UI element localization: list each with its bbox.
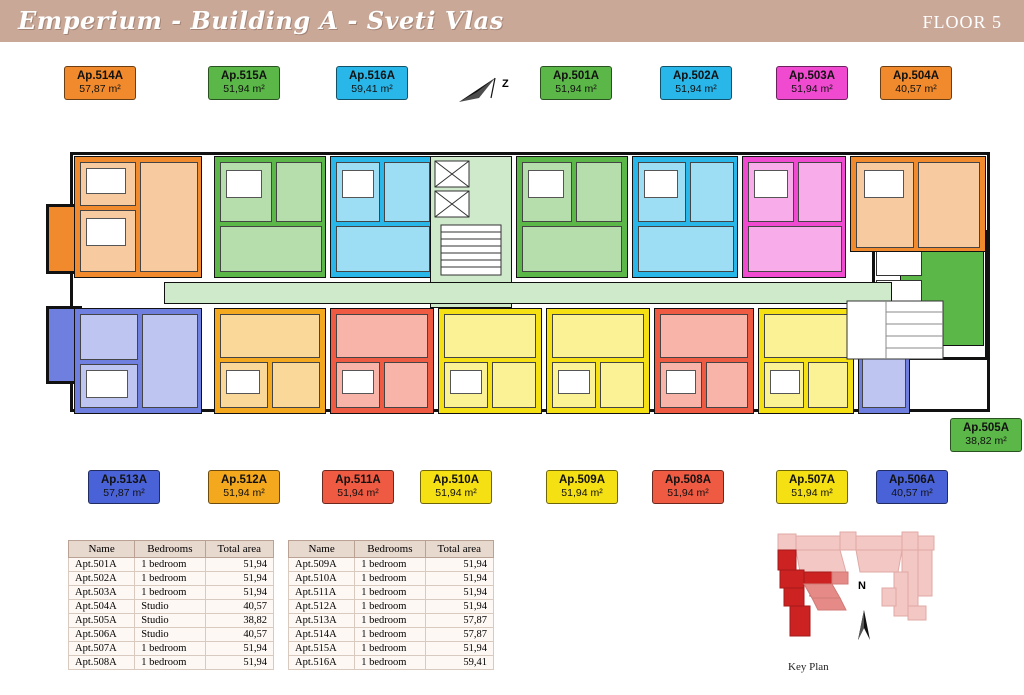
unit-chip-ap-505a[interactable] bbox=[950, 418, 1022, 452]
fixture bbox=[86, 218, 126, 246]
floor-label: FLOOR 5 bbox=[922, 12, 1002, 32]
table-header: Name bbox=[69, 541, 135, 558]
fixture bbox=[644, 170, 678, 198]
unit-chip-ap-516a[interactable] bbox=[336, 66, 408, 100]
unit-label-area: 51,94 m² bbox=[667, 487, 709, 500]
cell-bedrooms: 1 bedroom bbox=[355, 572, 425, 586]
room-partition bbox=[140, 162, 198, 272]
cell-name: Apt.506A bbox=[69, 628, 135, 642]
unit-label-area: 57,87 m² bbox=[79, 83, 121, 96]
cell-area: 51,94 bbox=[205, 642, 273, 656]
unit-label-area: 59,41 m² bbox=[351, 83, 393, 96]
cell-name: Apt.515A bbox=[289, 642, 355, 656]
unit-label-name: Ap.515A bbox=[220, 70, 268, 82]
unit-label-name: Ap.502A bbox=[672, 70, 720, 82]
table-row bbox=[289, 558, 494, 572]
cell-area: 51,94 bbox=[425, 600, 493, 614]
cell-area: 51,94 bbox=[205, 586, 273, 600]
table-row bbox=[289, 614, 494, 628]
cell-name: Apt.503A bbox=[69, 586, 135, 600]
floor-plan bbox=[0, 44, 1024, 484]
table-row bbox=[69, 642, 274, 656]
table-header: Name bbox=[289, 541, 355, 558]
unit-label-area: 51,94 m² bbox=[223, 487, 265, 500]
room-partition bbox=[336, 226, 430, 272]
unit-chip-ap-503a[interactable] bbox=[776, 66, 848, 100]
unit-chip-ap-512a[interactable] bbox=[208, 470, 280, 504]
room-partition bbox=[918, 162, 980, 248]
room-partition bbox=[80, 314, 138, 360]
fixture bbox=[342, 370, 374, 394]
cell-bedrooms: 1 bedroom bbox=[135, 642, 205, 656]
key-plan-caption: Key Plan bbox=[788, 661, 829, 673]
unit-label-name: Ap.503A bbox=[788, 70, 836, 82]
cell-bedrooms: Studio bbox=[135, 614, 205, 628]
key-plan bbox=[770, 528, 970, 678]
cell-name: Apt.504A bbox=[69, 600, 135, 614]
room-partition bbox=[690, 162, 734, 222]
fixture bbox=[528, 170, 564, 198]
fixture bbox=[226, 370, 260, 394]
fixture bbox=[558, 370, 590, 394]
table-row bbox=[289, 656, 494, 670]
unit-chip-ap-511a[interactable] bbox=[322, 470, 394, 504]
table-row bbox=[289, 586, 494, 600]
page-header bbox=[0, 0, 1024, 44]
stairs-icon bbox=[434, 160, 470, 220]
cell-area: 57,87 bbox=[425, 628, 493, 642]
key-plan-diagram bbox=[770, 528, 970, 658]
unit-label-name: Ap.501A bbox=[552, 70, 600, 82]
cell-area: 51,94 bbox=[425, 586, 493, 600]
cell-name: Apt.514A bbox=[289, 628, 355, 642]
room-partition bbox=[384, 162, 430, 222]
unit-label-area: 51,94 m² bbox=[435, 487, 477, 500]
fixture bbox=[864, 170, 904, 198]
cell-bedrooms: 1 bedroom bbox=[355, 558, 425, 572]
fixture bbox=[86, 370, 128, 398]
fixture bbox=[450, 370, 482, 394]
compass-keyplan-label: N bbox=[858, 580, 866, 592]
unit-label-name: Ap.505A bbox=[962, 422, 1010, 434]
room-partition bbox=[638, 226, 734, 272]
cell-name: Apt.511A bbox=[289, 586, 355, 600]
room-partition bbox=[336, 314, 428, 358]
unit-chip-ap-514a[interactable] bbox=[64, 66, 136, 100]
table-row bbox=[69, 656, 274, 670]
cell-bedrooms: 1 bedroom bbox=[135, 656, 205, 670]
cell-bedrooms: 1 bedroom bbox=[135, 586, 205, 600]
cell-bedrooms: 1 bedroom bbox=[355, 614, 425, 628]
cell-bedrooms: Studio bbox=[135, 628, 205, 642]
fixture bbox=[226, 170, 262, 198]
unit-chip-ap-502a[interactable] bbox=[660, 66, 732, 100]
table-header: Total area bbox=[425, 541, 493, 558]
cell-name: Apt.516A bbox=[289, 656, 355, 670]
unit-chip-ap-501a[interactable] bbox=[540, 66, 612, 100]
unit-label-area: 51,94 m² bbox=[555, 83, 597, 96]
room-partition bbox=[272, 362, 320, 408]
unit-label-name: Ap.507A bbox=[788, 474, 836, 486]
cell-name: Apt.501A bbox=[69, 558, 135, 572]
fixture bbox=[666, 370, 696, 394]
fixture bbox=[86, 168, 126, 194]
unit-label-name: Ap.513A bbox=[100, 474, 148, 486]
unit-chip-ap-515a[interactable] bbox=[208, 66, 280, 100]
unit-chip-ap-506a[interactable] bbox=[876, 470, 948, 504]
apartment-table-right bbox=[288, 540, 494, 670]
corridor bbox=[164, 282, 892, 304]
unit-chip-ap-509a[interactable] bbox=[546, 470, 618, 504]
unit-label-area: 51,94 m² bbox=[337, 487, 379, 500]
cell-area: 40,57 bbox=[205, 600, 273, 614]
unit-label-area: 40,57 m² bbox=[895, 83, 937, 96]
table-row bbox=[69, 558, 274, 572]
room-partition bbox=[798, 162, 842, 222]
table-header: Bedrooms bbox=[355, 541, 425, 558]
cell-name: Apt.513A bbox=[289, 614, 355, 628]
unit-label-name: Ap.506A bbox=[888, 474, 936, 486]
table-row bbox=[289, 642, 494, 656]
unit-label-area: 51,94 m² bbox=[791, 487, 833, 500]
table-row bbox=[69, 586, 274, 600]
table-header: Bedrooms bbox=[135, 541, 205, 558]
cell-name: Apt.505A bbox=[69, 614, 135, 628]
room-partition bbox=[764, 314, 848, 358]
unit-label-name: Ap.516A bbox=[348, 70, 396, 82]
table-row bbox=[69, 614, 274, 628]
fixture bbox=[342, 170, 374, 198]
apartment-table-left bbox=[68, 540, 274, 670]
room-partition bbox=[808, 362, 848, 408]
room-partition bbox=[142, 314, 198, 408]
cell-bedrooms: 1 bedroom bbox=[135, 572, 205, 586]
cell-name: Apt.509A bbox=[289, 558, 355, 572]
table-header: Total area bbox=[205, 541, 273, 558]
room-partition bbox=[492, 362, 536, 408]
cell-area: 40,57 bbox=[205, 628, 273, 642]
staircase-icon bbox=[440, 224, 502, 276]
unit-chip-ap-508a[interactable] bbox=[652, 470, 724, 504]
table-row bbox=[289, 572, 494, 586]
unit-chip-ap-504a[interactable] bbox=[880, 66, 952, 100]
unit-label-name: Ap.514A bbox=[76, 70, 124, 82]
stairs-lower-icon bbox=[846, 300, 944, 360]
unit-label-area: 40,57 m² bbox=[891, 487, 933, 500]
cell-area: 51,94 bbox=[205, 572, 273, 586]
unit-chip-ap-507a[interactable] bbox=[776, 470, 848, 504]
fixture bbox=[770, 370, 800, 394]
room-partition bbox=[552, 314, 644, 358]
cell-area: 51,94 bbox=[205, 558, 273, 572]
table-row bbox=[289, 600, 494, 614]
cell-name: Apt.502A bbox=[69, 572, 135, 586]
cell-area: 51,94 bbox=[425, 642, 493, 656]
room-partition bbox=[660, 314, 748, 358]
cell-bedrooms: 1 bedroom bbox=[355, 656, 425, 670]
table-row bbox=[69, 628, 274, 642]
unit-chip-ap-510a[interactable] bbox=[420, 470, 492, 504]
cell-name: Apt.512A bbox=[289, 600, 355, 614]
compass-plan-icon bbox=[455, 70, 511, 112]
unit-chip-ap-513a[interactable] bbox=[88, 470, 160, 504]
table-row bbox=[289, 628, 494, 642]
room-partition bbox=[576, 162, 622, 222]
cell-area: 51,94 bbox=[425, 572, 493, 586]
cell-name: Apt.508A bbox=[69, 656, 135, 670]
cell-area: 51,94 bbox=[425, 558, 493, 572]
cell-area: 38,82 bbox=[205, 614, 273, 628]
unit-label-name: Ap.504A bbox=[892, 70, 940, 82]
room-partition bbox=[276, 162, 322, 222]
unit-label-name: Ap.509A bbox=[558, 474, 606, 486]
cell-area: 57,87 bbox=[425, 614, 493, 628]
cell-bedrooms: Studio bbox=[135, 600, 205, 614]
page-title: Emperium - Building A - Sveti Vlas bbox=[18, 6, 504, 35]
room-partition bbox=[748, 226, 842, 272]
room-partition bbox=[522, 226, 622, 272]
cell-name: Apt.510A bbox=[289, 572, 355, 586]
table-row bbox=[69, 572, 274, 586]
unit-label-area: 57,87 m² bbox=[103, 487, 145, 500]
room-partition bbox=[384, 362, 428, 408]
room-partition bbox=[220, 226, 322, 272]
cell-bedrooms: 1 bedroom bbox=[355, 586, 425, 600]
room-partition bbox=[220, 314, 320, 358]
unit-label-name: Ap.512A bbox=[220, 474, 268, 486]
compass-plan-label: Z bbox=[502, 78, 509, 90]
table-row bbox=[69, 600, 274, 614]
unit-label-name: Ap.510A bbox=[432, 474, 480, 486]
cell-bedrooms: 1 bedroom bbox=[355, 642, 425, 656]
cell-bedrooms: 1 bedroom bbox=[355, 628, 425, 642]
room-partition bbox=[706, 362, 748, 408]
unit-label-area: 38,82 m² bbox=[965, 435, 1007, 448]
fixture bbox=[754, 170, 788, 198]
cell-area: 59,41 bbox=[425, 656, 493, 670]
unit-label-area: 51,94 m² bbox=[223, 83, 265, 96]
room-partition bbox=[600, 362, 644, 408]
cell-bedrooms: 1 bedroom bbox=[135, 558, 205, 572]
cell-name: Apt.507A bbox=[69, 642, 135, 656]
unit-label-name: Ap.511A bbox=[335, 474, 381, 486]
cell-bedrooms: 1 bedroom bbox=[355, 600, 425, 614]
room-partition bbox=[444, 314, 536, 358]
unit-label-area: 51,94 m² bbox=[791, 83, 833, 96]
cell-area: 51,94 bbox=[205, 656, 273, 670]
unit-label-area: 51,94 m² bbox=[675, 83, 717, 96]
unit-label-area: 51,94 m² bbox=[561, 487, 603, 500]
unit-label-name: Ap.508A bbox=[664, 474, 712, 486]
